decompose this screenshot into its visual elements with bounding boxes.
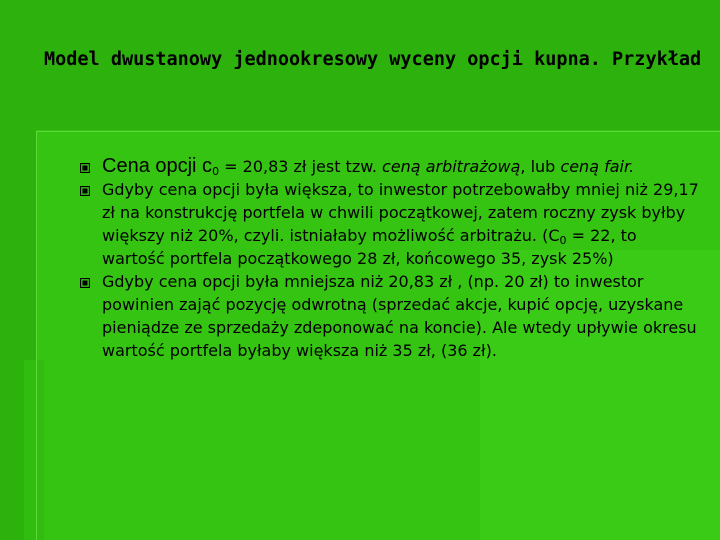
subscript: 0 (212, 165, 220, 178)
divider-vertical (36, 132, 37, 540)
bullet-item-3 (80, 270, 700, 362)
bullet-lead-text: Cena opcji c (102, 155, 213, 177)
bullet-text: = 20,83 zł jest tzw. (219, 157, 383, 176)
bullet-text: = 22, to wartość portfela początkowego 28 zł, końcowego 35, zysk 25%) (102, 226, 637, 268)
bullet-emphasis: ceną fair. (560, 157, 635, 176)
bullet-list (80, 155, 700, 362)
bullet-item-1 (80, 155, 700, 178)
background-panel-left (24, 360, 44, 540)
bullet-text: Gdyby cena opcji była większa, to inwestor potrzebowałby mniej niż 29,17 zł na konstrukcję portfela w chwili początkowej, zatem roczny zysk byłby większy niż 20%, czyli. istniałaby możliwość arbitrażu. (C (102, 180, 699, 245)
bullet-text: , lub (520, 157, 561, 176)
square-bullet-icon (80, 163, 90, 173)
divider-horizontal (36, 131, 720, 132)
slide-title: Model dwustanowy jednookresowy wyceny opcji kupna. Przykład (44, 49, 702, 70)
square-bullet-icon (80, 278, 90, 288)
subscript: 0 (559, 234, 567, 247)
bullet-emphasis: ceną arbitrażową (382, 157, 521, 176)
bullet-text: Gdyby cena opcji była mniejsza niż 20,83 zł , (np. 20 zł) to inwestor powinien zająć pozycję odwrotną (sprzedać akcje, kupić opcję, uzyskane pieniądze ze sprzedaży zdeponować na koncie). Ale wtedy upływie okresu wartość portfela byłaby większa niż 35 zł, (36 zł). (102, 272, 697, 360)
bullet-item-2 (80, 178, 700, 270)
square-bullet-icon (80, 186, 90, 196)
